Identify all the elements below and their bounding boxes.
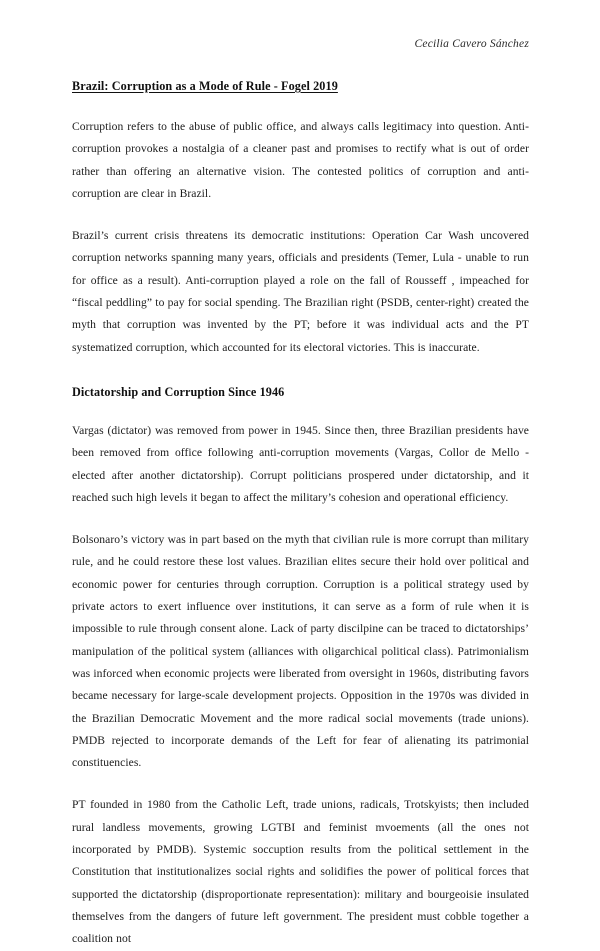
section-heading-dictatorship: Dictatorship and Corruption Since 1946: [72, 384, 285, 399]
paragraph-current-crisis: Brazil’s current crisis threatens its democratic institutions: Operation Car Wash uncovered corruption networks spanning many years, officials and presidents (Temer, Lula - unable to run for office as a result). Anti-corruption played a role on the fall of Rousseff , impeached for “fiscal peddling” to pay for social spending. The Brazilian right (PSDB, center-right) created the myth that corruption was invented by the PT; before it was individual acts and the PT systematized corruption, which accounted for its electoral victories. This is inaccurate.: [72, 229, 529, 354]
paragraph-intro-corruption: Corruption refers to the abuse of public office, and always calls legitimacy into question. Anti-corruption provokes a nostalgia of a cleaner past and promises to rectify what is out of order rather than offering an alternative vision. The contested politics of corruption and anti-corruption are clear in Brazil.: [72, 120, 529, 200]
document-title: Brazil: Corruption as a Mode of Rule - Fogel 2019: [72, 79, 338, 93]
paragraph-vargas: Vargas (dictator) was removed from power in 1945. Since then, three Brazilian presidents have been removed from office following anti-corruption movements (Vargas, Collor de Mello - elected after another dictatorship). Corrupt politicians prospered under dictatorship, and it reached such high levels it began to affect the military’s cohesion and operational efficiency.: [72, 423, 529, 504]
page-content: [72, 0, 529, 951]
paragraph-pt-founding: PT founded in 1980 from the Catholic Left, trade unions, radicals, Trotskyists; then included rural landless movements, growing LGTBI and feminist mvoements (all the ones not incorporated by PMDB). Systemic soccuption results from the political settlement in the Constitution that institutionalizes social rights and solidifies the power of political forces that supported the dictatorship (disproportionate representation): military and bourgeoisie insulated themselves from the dangers of future left government. The president must cobble together a coalition not: [72, 798, 529, 946]
paragraph-bolsonaro: Bolsonaro’s victory was in part based on the myth that civilian rule is more corrupt than military rule, and he could restore these lost values. Brazilian elites secure their hold over political and economic power for centuries through corruption. Corruption is a political strategy used by private actors to exert influence over institutions, it can serve as a form of rule when it is impossible to rule through consent alone. Lack of party discilpine can be traced to dictatorships’ manipulation of the political system (alliances with oligarchical political class). Patrimonialism was inforced when economic projects were liberated from oversight in 1960s, distributing favors became necessary for large-scale development projects. Opposition in the 1970s was divided in the Brazilian Democratic Movement and the more radical social movements (trade unions). PMDB rejected to incorporate demands of the Left for fear of alienating its patrimonial constituencies.: [72, 533, 529, 770]
running-header-author: Cecilia Cavero Sánchez: [414, 38, 529, 50]
